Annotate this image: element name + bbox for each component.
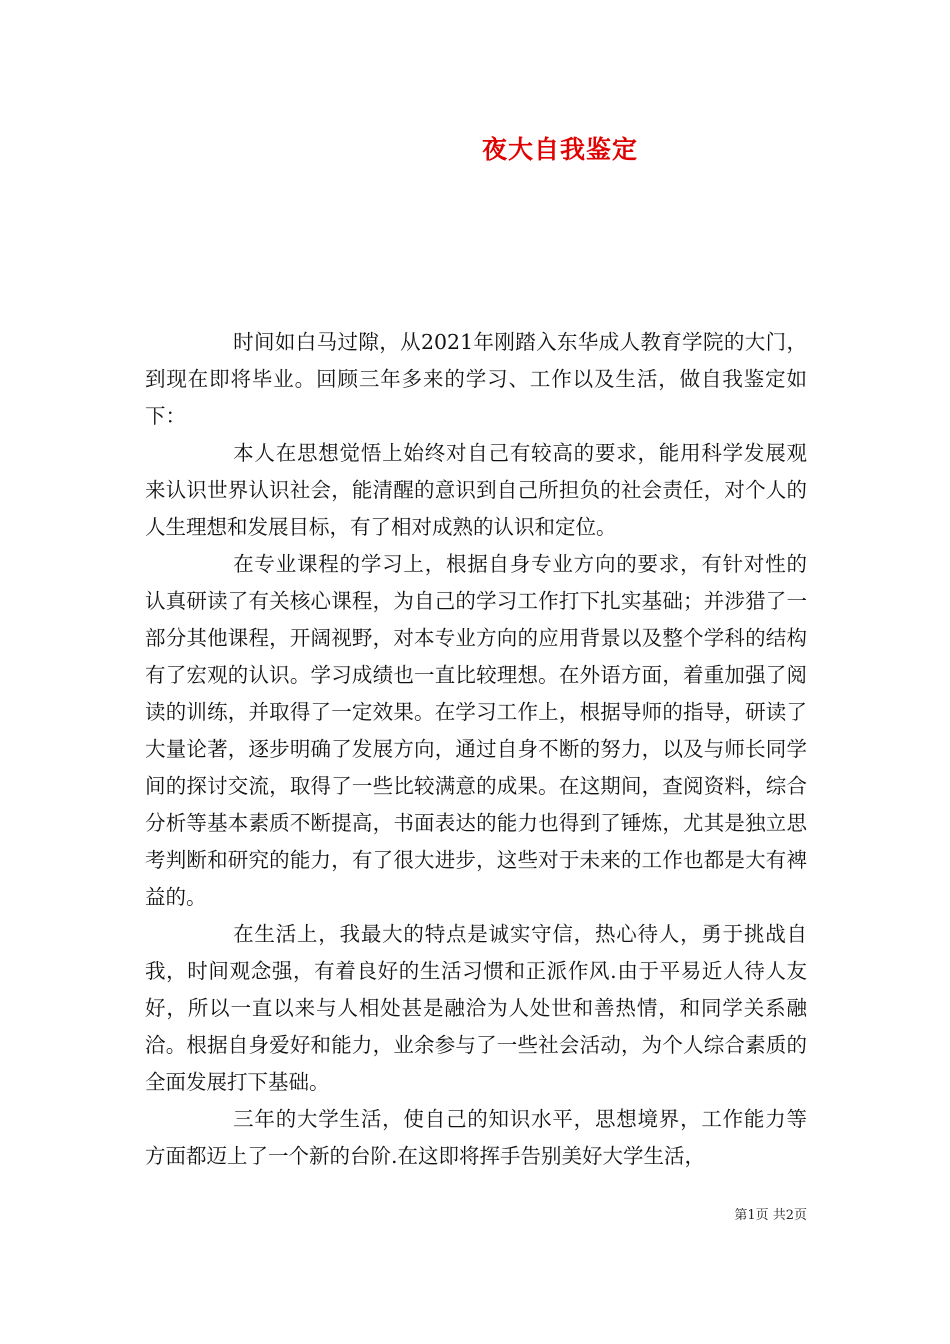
- document-body: [145, 324, 807, 1175]
- paragraph-summary: 三年的大学生活，使自己的知识水平，思想境界，工作能力等方面都迈上了一个新的台阶.在这即将挥手告别美好大学生活，: [145, 1107, 807, 1168]
- paragraph-study: 在专业课程的学习上，根据自身专业方向的要求，有针对性的认真研读了有关核心课程，为自己的学习工作打下扎实基础；并涉猎了一部分其他课程，开阔视野，对本专业方向的应用背景以及整个学科的结构有了宏观的认识。学习成绩也一直比较理想。在外语方面，着重加强了阅读的训练，并取得了一定效果。在学习工作上，根据导师的指导，研读了大量论著，逐步明确了发展方向，通过自身不断的努力，以及与师长同学间的探讨交流，取得了一些比较满意的成果。在这期间，查阅资料，综合分析等基本素质不断提高，书面表达的能力也得到了锤炼，尤其是独立思考判断和研究的能力，有了很大进步，这些对于未来的工作也都是大有裨益的。: [145, 552, 807, 909]
- page-number: 第1页 共2页: [734, 1208, 807, 1223]
- paragraph-life: 在生活上，我最大的特点是诚实守信，热心待人，勇于挑战自我，时间观念强，有着良好的生活习惯和正派作风.由于平易近人待人友好，所以一直以来与人相处甚是融洽为人处世和善热情，和同学关系融洽。根据自身爱好和能力，业余参与了一些社会活动，为个人综合素质的全面发展打下基础。: [145, 922, 807, 1094]
- document-title: 夜大自我鉴定: [481, 135, 638, 164]
- paragraph-ideology: 本人在思想觉悟上始终对自己有较高的要求，能用科学发展观来认识世界认识社会，能清醒的意识到自己所担负的社会责任，对个人的人生理想和发展目标，有了相对成熟的认识和定位。: [145, 441, 807, 539]
- paragraph-intro: 时间如白马过隙，从2021年刚踏入东华成人教育学院的大门，到现在即将毕业。回顾三年多来的学习、工作以及生活，做自我鉴定如下：: [145, 330, 807, 428]
